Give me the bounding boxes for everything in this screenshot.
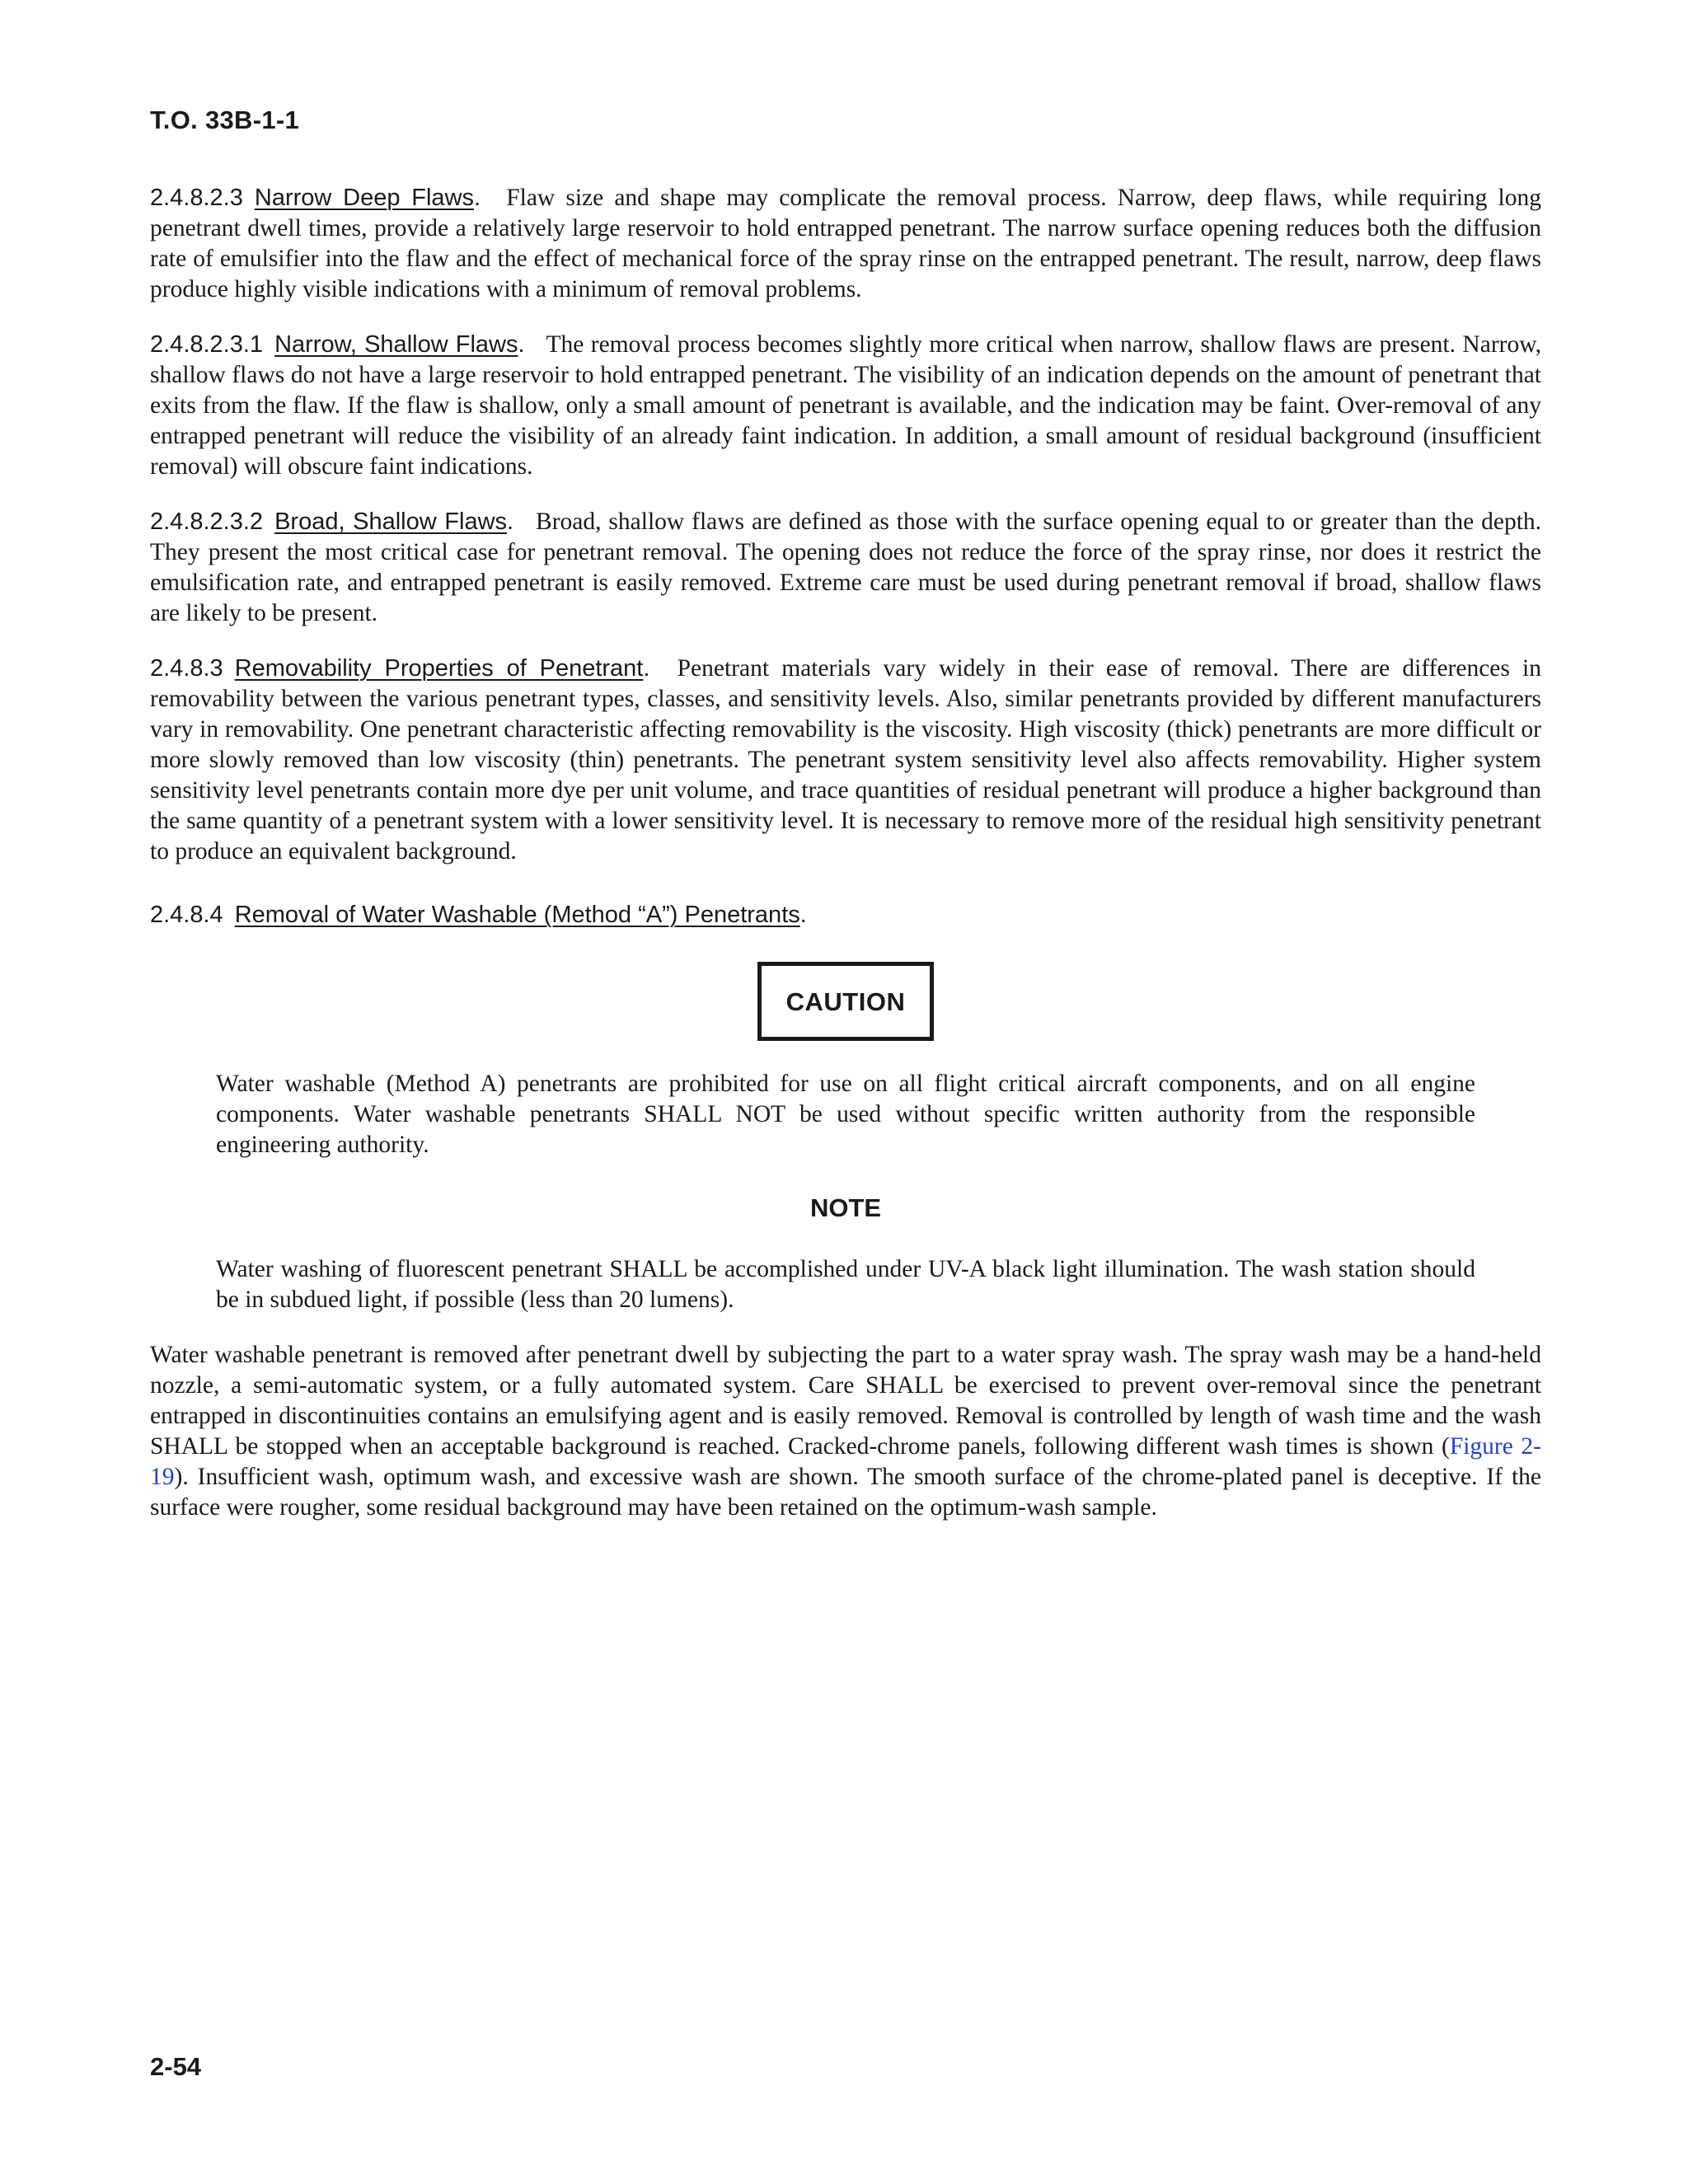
- document-page: [150, 0, 1541, 2184]
- title-period: .: [643, 655, 650, 682]
- figure-link[interactable]: Figure 2-19: [150, 1433, 1542, 1490]
- paragraph-title: Broad, Shallow Flaws: [274, 509, 508, 535]
- paragraph-title: Narrow, Shallow Flaws: [274, 331, 518, 358]
- paragraph-title: Narrow Deep Flaws: [254, 185, 475, 211]
- paragraph-number: 2.4.8.2.3.1: [150, 331, 264, 358]
- paragraph-2-4-8-3: [150, 654, 1541, 867]
- paragraph-body: Broad, shallow flaws are defined as those with the surface opening equal to or greater than the depth. They present the most critical case for penetrant removal. The opening does not reduce the force of the spray rinse, nor does it restrict the emulsification rate, and entrapped penetrant is easily removed. Extreme care must be used during penetrant removal if broad, shallow flaws are likely to be present.: [150, 509, 1542, 626]
- paragraph-body: Water washable penetrant is removed after penetrant dwell by subjecting the part to a water spray wash. The spray wash may be a hand-held nozzle, a semi-automatic system, or a fully automated system. Care SHALL be exercised to prevent over-removal since the penetrant entrapped in discontinuities contains an emulsifying agent and is easily removed. Removal is controlled by length of wash time and the wash SHALL be stopped when an acceptable background is reached. Cracked-chrome panels, following different wash times is shown (: [150, 1342, 1541, 1460]
- paragraph-2-4-8-4: [150, 900, 1541, 930]
- paragraph-number: 2.4.8.2.3.2: [150, 509, 264, 535]
- note-text: Water washing of fluorescent penetrant SHALL be accomplished under UV-A black light illumination. The wash station should be in subdued light, if possible (less than 20 lumens).: [216, 1256, 1475, 1313]
- caution-container: [150, 962, 1541, 1041]
- paragraph-water-wash: [150, 1340, 1541, 1523]
- paragraph-2-4-8-2-3-1: [150, 330, 1541, 482]
- caution-text: Water washable (Method A) penetrants are prohibited for use on all flight critical aircraft components, and on all engine components. Water washable penetrants SHALL NOT be used without specific written authority from the responsible engineering authority.: [216, 1071, 1475, 1158]
- paragraph-body-continued: ). Insufficient wash, optimum wash, and excessive wash are shown. The smooth surface of the chrome-plated panel is deceptive. If the surface were rougher, some residual background may have been retained on the optimum-wash sample.: [150, 1464, 1541, 1521]
- paragraph-body: The removal process becomes slightly more critical when narrow, shallow flaws are present. Narrow, shallow flaws do not have a large reservoir to hold entrapped penetrant. The visibility of an indication depends on the amount of penetrant that exits from the flaw. If the flaw is shallow, only a small amount of penetrant is available, and the indication may be faint. Over-removal of any entrapped penetrant will reduce the visibility of an already faint indication. In addition, a small amount of residual background (insufficient removal) will obscure faint indications.: [150, 331, 1541, 480]
- paragraph-body: Flaw size and shape may complicate the removal process. Narrow, deep flaws, while requiring long penetrant dwell times, provide a relatively large reservoir to hold entrapped penetrant. The narrow surface opening reduces both the diffusion rate of emulsifier into the flaw and the effect of mechanical force of the spray rinse on the entrapped penetrant. The result, narrow, deep flaws produce highly visible indications with a minimum of removal problems.: [150, 185, 1542, 302]
- note-label: NOTE: [809, 1193, 882, 1222]
- caution-label: CAUTION: [757, 962, 935, 1041]
- title-period: .: [474, 185, 481, 211]
- title-period: .: [799, 902, 807, 928]
- paragraph-title: Removability Properties of Penetrant: [234, 655, 644, 682]
- paragraph-title: Removal of Water Washable (Method “A”) Penetrants: [234, 902, 800, 928]
- paragraph-body: Penetrant materials vary widely in their ease of removal. There are differences in removability between the various penetrant types, classes, and sensitivity levels. Also, similar penetrants provided by different manufacturers vary in removability. One penetrant characteristic affecting removability is the viscosity. High viscosity (thick) penetrants are more difficult or more slowly removed than low viscosity (thin) penetrants. The penetrant system sensitivity level also affects removability. Higher system sensitivity level penetrants contain more dye per unit volume, and trace quantities of residual penetrant will produce a higher background than the same quantity of a penetrant system with a lower sensitivity level. It is necessary to remove more of the residual high sensitivity penetrant to produce an equivalent background.: [150, 655, 1541, 865]
- paragraph-2-4-8-2-3: [150, 183, 1541, 305]
- page-content: [150, 183, 1541, 1548]
- paragraph-number: 2.4.8.4: [150, 902, 223, 928]
- paragraph-number: 2.4.8.3: [150, 655, 223, 682]
- title-period: .: [507, 509, 514, 535]
- paragraph-2-4-8-2-3-2: [150, 507, 1541, 629]
- paragraph-number: 2.4.8.2.3: [150, 185, 243, 211]
- title-period: .: [518, 331, 525, 358]
- document-number: T.O. 33B-1-1: [150, 105, 300, 134]
- page-number: 2-54: [150, 2052, 202, 2081]
